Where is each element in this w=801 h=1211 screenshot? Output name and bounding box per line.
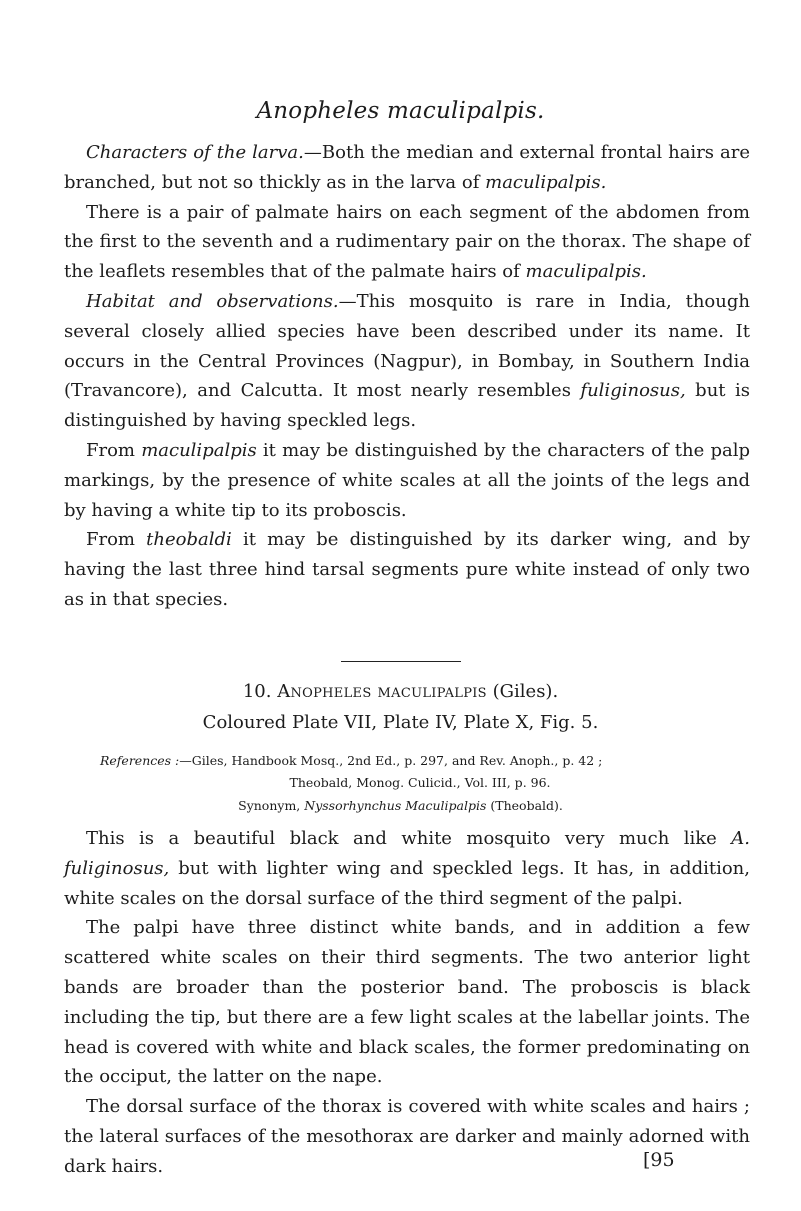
running-title: Anopheles maculipalpis. bbox=[256, 98, 545, 124]
entry-species-name: Anopheles maculipalpis bbox=[277, 681, 487, 702]
page-number: [95 bbox=[643, 1149, 675, 1171]
paragraph: This is a beautiful black and white mosquito very much like A. fuliginosus, but with lighter wing and speckled legs. It has, in addition, white scales on the dorsal surface of the third segment of the palpi. bbox=[64, 828, 750, 909]
paragraph: Habitat and observations.—This mosquito is rare in India, though several closely allied species have been described under its name. It occurs in the Central Provinces (Nagpur), in Bombay, in Southern India (Travancore), and Calcutta. It most nearly resembles fuliginosus, but is distinguished by having speckled legs. bbox=[64, 290, 750, 432]
paragraph: Characters of the larva.—Both the median and external frontal hairs are branched, but not so thickly as in the larva of maculipalpis. bbox=[64, 142, 751, 193]
species-name: theobaldi bbox=[146, 529, 232, 551]
entry-author: (Giles). bbox=[492, 681, 559, 702]
larva-and-habitat-section bbox=[64, 138, 750, 615]
description-section bbox=[64, 824, 750, 1182]
species-name: maculipalpis bbox=[141, 439, 257, 461]
references-label: References : bbox=[100, 753, 180, 768]
references-block bbox=[100, 750, 740, 794]
reference-line: Theobald, Monog. Culicid., Vol. III, p. 96. bbox=[289, 775, 551, 790]
species-name: maculipalpis. bbox=[485, 171, 607, 193]
synonym-name: Nyssorhynchus Maculipalpis bbox=[304, 798, 487, 813]
synonym-line: Synonym, Nyssorhynchus Maculipalpis (Theobald). bbox=[238, 798, 563, 813]
paragraph: The dorsal surface of the thorax is covered with white scales and hairs ; the lateral surfaces of the mesothorax are darker and mainly adorned with dark hairs. bbox=[64, 1096, 750, 1177]
paragraph: From theobaldi it may be distinguished by its darker wing, and by having the last three hind tarsal segments pure white instead of only two as in that species. bbox=[64, 529, 750, 610]
entry-heading bbox=[0, 681, 801, 702]
italic-label: Habitat and observations. bbox=[86, 290, 339, 312]
plate-references: Coloured Plate VII, Plate IV, Plate X, Fig. 5. bbox=[202, 712, 599, 733]
italic-label: Characters of the larva. bbox=[86, 142, 304, 163]
species-name: A. fuliginosus, bbox=[64, 828, 750, 879]
entry-number: 10. bbox=[242, 681, 272, 702]
species-name: fuliginosus, bbox=[580, 380, 686, 402]
reference-line: —Giles, Handbook Mosq., 2nd Ed., p. 297, and Rev. Anoph., p. 42 ; bbox=[179, 753, 603, 768]
paragraph: There is a pair of palmate hairs on each segment of the abdomen from the first to the seventh and a rudimentary pair on the thorax. The shape of the leaflets resembles that of the palmate hairs of maculipalpis. bbox=[64, 201, 750, 283]
section-divider bbox=[341, 661, 461, 662]
paragraph: The palpi have three distinct white bands, and in addition a few scattered white scales on their third segments. The two anterior light bands are broader than the posterior band. The proboscis is black including the tip, but there are a few light scales at the labellar joints. The head is covered with white and black scales, the former predominating on the occiput, the latter on the nape. bbox=[64, 917, 750, 1088]
species-name: maculipalpis. bbox=[525, 261, 647, 283]
paragraph: From maculipalpis it may be distinguished by the characters of the palp markings, by the presence of white scales at all the joints of the legs and by having a white tip to its proboscis. bbox=[64, 439, 750, 521]
